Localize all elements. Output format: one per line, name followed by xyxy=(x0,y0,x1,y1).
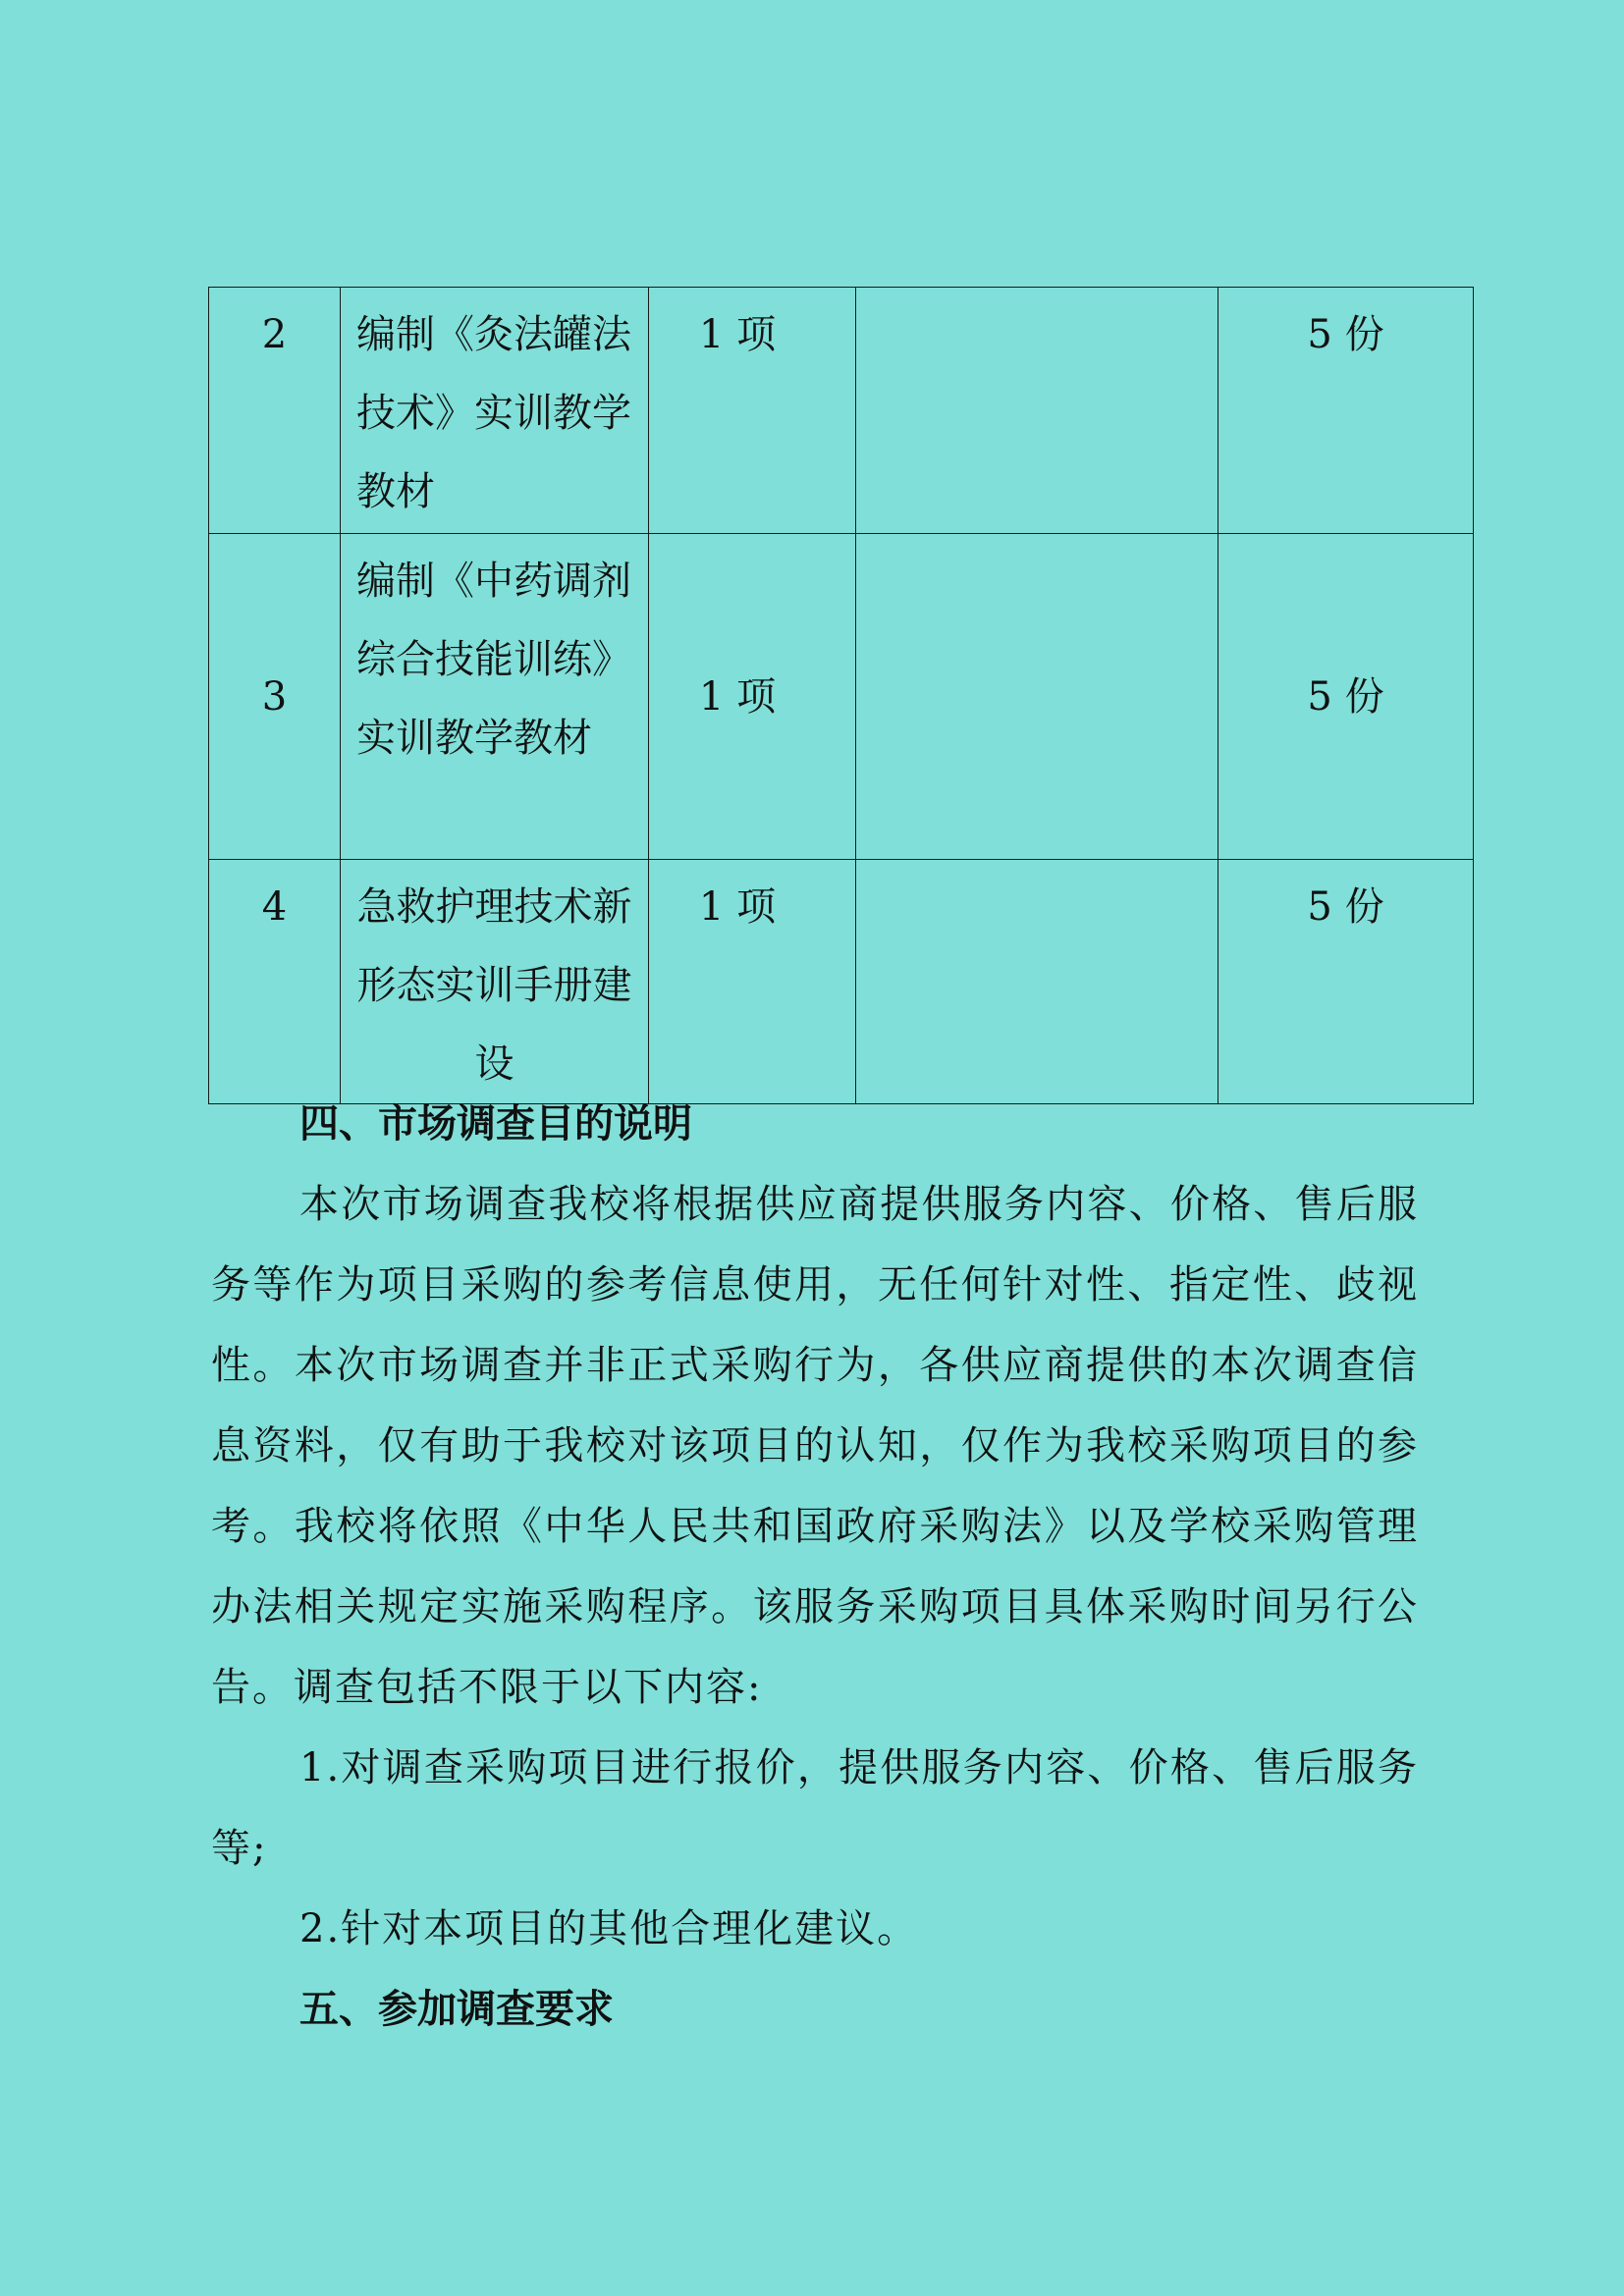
item-name: 编制《灸法罐法技术》实训教学教材 xyxy=(341,288,649,534)
table-row xyxy=(209,534,1474,860)
item-copies: 5 份 xyxy=(1218,860,1474,1104)
item-name: 编制《中药调剂综合技能训练》实训教学教材 xyxy=(341,534,649,860)
item-copies: 5 份 xyxy=(1218,288,1474,534)
item-spec xyxy=(856,288,1218,534)
section-4-item-1: 1.对调查采购项目进行报价，提供服务内容、价格、售后服务等; xyxy=(211,1745,1419,1871)
section-5-heading: 五、参加调查要求 xyxy=(299,1987,614,2032)
row-number: 3 xyxy=(209,534,341,860)
item-quantity: 1 项 xyxy=(649,288,856,534)
table-row xyxy=(209,860,1474,1104)
item-spec xyxy=(856,860,1218,1104)
items-table xyxy=(208,287,1474,1104)
item-spec xyxy=(856,534,1218,860)
item-quantity: 1 项 xyxy=(649,860,856,1104)
row-number: 4 xyxy=(209,860,341,1104)
item-quantity: 1 项 xyxy=(649,534,856,860)
section-4-paragraph: 本次市场调查我校将根据供应商提供服务内容、价格、售后服务等作为项目采购的参考信息使用，无任何针对性、指定性、歧视性。本次市场调查并非正式采购行为，各供应商提供的本次调查信息资料，仅有助于我校对该项目的认知，仅作为我校采购项目的参考。我校将依照《中华人民共和国政府采购法》以及学校采购管理办法相关规定实施采购程序。该服务采购项目具体采购时间另行公告。调查包括不限于以下内容: xyxy=(211,1182,1419,1710)
row-number: 2 xyxy=(209,288,341,534)
table-row xyxy=(209,288,1474,534)
item-copies: 5 份 xyxy=(1218,534,1474,860)
document-body xyxy=(211,1084,1419,2050)
item-name: 急救护理技术新形态实训手册建设 xyxy=(341,860,649,1104)
section-4-item-2: 2.针对本项目的其他合理化建议。 xyxy=(299,1906,919,1951)
section-4-heading: 四、市场调查目的说明 xyxy=(299,1101,692,1147)
